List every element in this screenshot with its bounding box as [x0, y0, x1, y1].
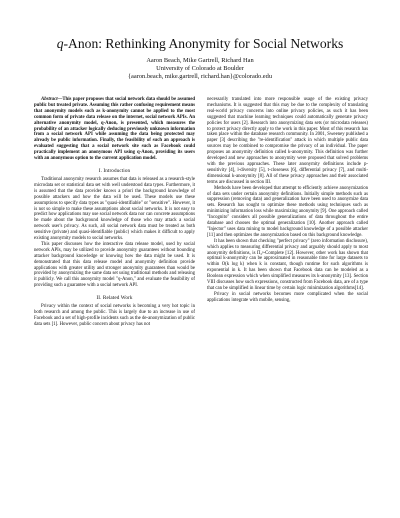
abstract — [34, 97, 195, 162]
paper-title — [0, 36, 400, 52]
section-heading-related-work: II. Related Work — [96, 295, 133, 302]
author-block — [0, 57, 400, 81]
intro-paragraph-1: Traditional anonymity research assumes that data is released as a research-style microdata set or statistical data set with well understood data types. Furthermore, it is assumed that the data provider knows a priori the background knowledge of possible attackers and how the data will be used. These models use these assumptions to specify data types as "quasi-identifiable" or "sensitive". However, it is not so simple to make these assumptions about social networks. It is not easy to predict how applications may use social network data nor can concrete assumptions be made about the background knowledge of those who may attack a social network user's privacy. As such, all social network data must be treated as both sensitive (private) and quasi-identifiable (public) which makes it difficult to apply existing anonymity models to social networks. — [34, 176, 195, 242]
right-column — [207, 97, 368, 304]
author-names: Aaron Beach, Mike Gartrell, Richard Han — [146, 57, 254, 64]
related-paragraph-4: Privacy in social networks becomes more complicated when the social applications integrate with mobile, sensing, — [207, 291, 368, 303]
title-rest: -Anon: Rethinking Anonymity for Social Networks — [63, 36, 344, 51]
related-paragraph-1: Privacy within the context of social networks is becoming a very hot topic in both research and among the public. This is largely due to an increase in use of Facebook and a set of high-profile incidents such as the de-anonymization of public data sets [1]. However, public concern about privacy has not — [34, 304, 195, 327]
abstract-text: —This paper proposes that social network data should be assumed public but treated private. Assuming this rather confusing requirement means that anonymity models such as k-anonymity cannot be applied to the most common form of private data release on the internet, social network APIs. An alternative anonymity model, q-Anon, is presented, which measures the probability of an attacker logically deducing previously unknown information from a social network API while assuming the data being protected may already be public information. Finally, the feasibility of such an approach is evaluated suggesting that a social network site such as Facebook could practically implement an anonymous API using q-Anon, providing its users with an anonymous option to the current application model. — [34, 97, 195, 162]
related-paragraph-continued: necessarily translated into more responsible usage of the existing privacy mechanisms. It is suggested that this may be due to the complexity of translating real-world privacy concerns into online privacy policies, as such it has been suggested that machine learning techniques could automatically generate privacy policies for users [2]. Research into anonymizing data sets (or microdata releases) to protect privacy directly apply to the work in this paper. Most of this research has taken place within the database research community. In 2001, Sweeney published a paper [3] describing the "re-identification" attack in which multiple public data sources may be combined to compromise the privacy of an individual. The paper proposes an anonymity definition called k-anonymity. This definition was further developed and new approaches to anonymity were proposed that solved problems with the previous approaches. These later anonymity definitions include p-sensitivity [4], l-diversity [5], t-closeness [6], differential privacy [7], and multi-dimensional k-anonymity [8]. All of these privacy approaches and their associated terms are discussed in section III. — [207, 97, 368, 185]
intro-paragraph-2: This paper discusses how the interactive data release model, used by social network APIs, may be utilized to provide anonymity guarantees without bounding attacker background knowledge or knowing how the data might be used. It is demonstrated that this data release model and anonymity definition provide applications with greater utility and stronger anonymity guarantees than would be provided by anonymizing the same data set using traditional methods and releasing it publicly. We call this anonymity model "q-Anon," and evaluate the feasibility of providing such a guarantee with a social network API. — [34, 241, 195, 289]
related-paragraph-3: It has been shown that checking "perfect privacy" (zero information disclosure), which applies to measuring differential privacy and arguably should apply to most anonymity definitions, is Π₂ᵖ-Complete [12]. However, other work has shown that optimal k-anonymity can be approximated in reasonable time for large datasets to within O(k log k) when k is constant, though runtime for such algorithms is exponential in k. It has been shown that Facebook data can be modeled as a Boolean expression which when simplified measures its k-anonymity [13]. Section VIII discusses how such expressions, constructed from Facebook data, are of a type that can be simplified in linear time by certain logic minimization algorithms[14]. — [207, 238, 368, 291]
section-heading-introduction: I. Introduction — [98, 167, 131, 174]
title-q: q — [56, 36, 64, 51]
emails: {aaron.beach, mike.gartrell, richard.han}@colorado.edu — [127, 73, 273, 80]
left-column — [34, 97, 195, 328]
related-paragraph-2: Methods have been developed that attempt to efficiently achieve anonymization of data sets under certain anonymity definitions. Initially simple methods such as suppression (removing data) and generalization have been used to anonymize data sets. Research has sought to optimize these methods using techniques such as minimizing information loss while maximizing anonymity [9]. One approach called "Incognito" considers all possible generalizations of data throughout the entire database and chooses the optimal generalization [10]. Another approach called "Injector" uses data mining to model background knowledge of a possible attacker [11] and then optimizes the anonymization based on this background knowledge. — [207, 185, 368, 238]
abstract-lead: Abstract — [41, 97, 58, 102]
affiliation: University of Colorado at Boulder — [156, 65, 244, 72]
